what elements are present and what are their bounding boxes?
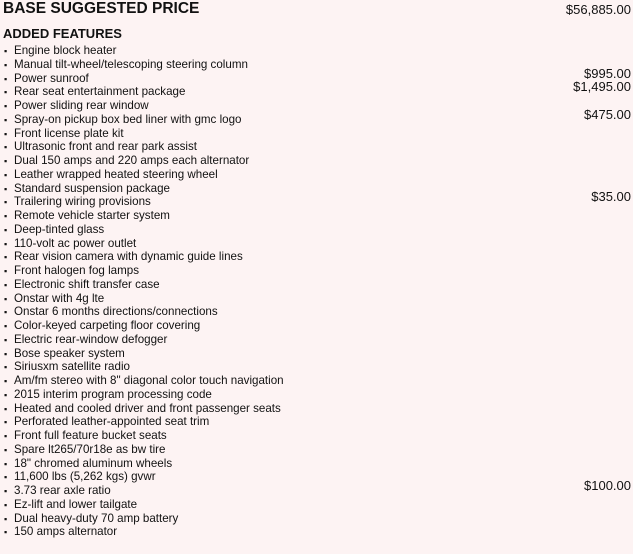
bullet-icon: ▪ bbox=[4, 431, 8, 441]
bullet-icon: ▪ bbox=[4, 472, 8, 483]
feature-label: Deep-tinted glass bbox=[14, 222, 105, 236]
feature-item bbox=[4, 374, 631, 388]
bullet-icon: ▪ bbox=[4, 403, 8, 414]
bullet-icon: ▪ bbox=[4, 444, 8, 455]
feature-item bbox=[4, 457, 631, 471]
feature-label: Electric rear-window defogger bbox=[14, 332, 168, 346]
feature-label: 2015 interim program processing code bbox=[14, 387, 212, 401]
feature-label: Power sliding rear window bbox=[14, 99, 149, 112]
feature-label: Front license plate kit bbox=[14, 126, 124, 140]
feature-label: Power sunroof bbox=[14, 71, 89, 85]
feature-label: Spray-on pickup box bed liner with gmc logo bbox=[14, 112, 242, 126]
feature-label: Onstar 6 months directions/connections bbox=[14, 305, 218, 319]
feature-label: Standard suspension package bbox=[14, 181, 170, 195]
bullet-icon: ▪ bbox=[4, 486, 8, 496]
bullet-icon: ▪ bbox=[4, 334, 8, 345]
feature-item bbox=[4, 360, 631, 374]
bullet-icon: ▪ bbox=[4, 114, 8, 125]
feature-item bbox=[4, 278, 631, 292]
feature-item bbox=[4, 209, 631, 223]
feature-item bbox=[4, 44, 631, 58]
base-price-value: $56,885.00 bbox=[565, 2, 631, 17]
feature-item bbox=[4, 333, 631, 347]
feature-item bbox=[4, 99, 631, 113]
feature-label: Front full feature bucket seats bbox=[14, 429, 167, 442]
bullet-icon: ▪ bbox=[4, 348, 8, 359]
feature-label: Siriusxm satellite radio bbox=[14, 360, 130, 374]
feature-item bbox=[4, 292, 631, 306]
bullet-icon: ▪ bbox=[4, 169, 8, 180]
bullet-icon: ▪ bbox=[4, 513, 8, 524]
feature-item bbox=[4, 478, 631, 498]
bullet-icon: ▪ bbox=[4, 224, 8, 235]
feature-item bbox=[4, 443, 631, 457]
feature-item bbox=[4, 182, 631, 196]
feature-price: $1,495.00 bbox=[573, 79, 631, 95]
feature-item bbox=[4, 429, 631, 443]
feature-label: Bose speaker system bbox=[14, 346, 125, 360]
feature-label: 150 amps alternator bbox=[14, 525, 118, 539]
bullet-icon: ▪ bbox=[4, 156, 8, 166]
feature-item bbox=[4, 154, 631, 168]
feature-item bbox=[4, 223, 631, 237]
bullet-icon: ▪ bbox=[4, 252, 8, 263]
feature-price: $475.00 bbox=[584, 106, 631, 122]
feature-label: Am/fm stereo with 8" diagonal color touch navigation bbox=[14, 374, 284, 387]
bullet-icon: ▪ bbox=[4, 458, 8, 469]
feature-label: Remote vehicle starter system bbox=[14, 209, 170, 222]
bullet-icon: ▪ bbox=[4, 417, 8, 428]
feature-label: 11,600 lbs (5,262 kgs) gvwr bbox=[14, 470, 156, 484]
bullet-icon: ▪ bbox=[4, 101, 8, 111]
feature-label: Color-keyed carpeting floor covering bbox=[14, 319, 201, 332]
feature-item bbox=[4, 65, 631, 86]
bullet-icon: ▪ bbox=[4, 183, 8, 194]
feature-label: Leather wrapped heated steering wheel bbox=[14, 167, 218, 181]
feature-label: Dual heavy-duty 70 amp battery bbox=[14, 511, 179, 525]
feature-item bbox=[4, 402, 631, 416]
bullet-icon: ▪ bbox=[4, 499, 8, 510]
feature-item bbox=[4, 347, 631, 361]
bullet-icon: ▪ bbox=[4, 211, 8, 221]
feature-item bbox=[4, 189, 631, 209]
feature-label: Rear seat entertainment package bbox=[14, 85, 186, 99]
feature-item bbox=[4, 58, 631, 72]
feature-label: Rear vision camera with dynamic guide lines bbox=[14, 250, 243, 264]
feature-label: Front halogen fog lamps bbox=[14, 264, 140, 277]
base-price-row bbox=[3, 0, 631, 20]
feature-item bbox=[4, 470, 631, 484]
bullet-icon: ▪ bbox=[4, 376, 8, 386]
features-list bbox=[4, 44, 631, 539]
feature-price: $995.00 bbox=[584, 65, 631, 81]
feature-item bbox=[4, 140, 631, 154]
feature-label: 3.73 rear axle ratio bbox=[14, 484, 111, 497]
feature-item bbox=[4, 168, 631, 182]
bullet-icon: ▪ bbox=[4, 197, 8, 208]
feature-label: Ultrasonic front and rear park assist bbox=[14, 140, 197, 154]
bullet-icon: ▪ bbox=[4, 389, 8, 400]
feature-label: Dual 150 amps and 220 amps each alternator bbox=[14, 154, 250, 167]
feature-item bbox=[4, 305, 631, 319]
feature-item bbox=[4, 106, 631, 127]
bullet-icon: ▪ bbox=[4, 266, 8, 276]
feature-item bbox=[4, 525, 631, 539]
feature-label: Engine block heater bbox=[14, 44, 117, 57]
bullet-icon: ▪ bbox=[4, 73, 8, 84]
feature-item bbox=[4, 415, 631, 429]
feature-label: Perforated leather-appointed seat trim bbox=[14, 415, 210, 429]
bullet-icon: ▪ bbox=[4, 87, 8, 98]
feature-label: 18" chromed aluminum wheels bbox=[14, 456, 173, 470]
bullet-icon: ▪ bbox=[4, 142, 8, 153]
feature-price: $35.00 bbox=[591, 189, 631, 205]
added-features-title: ADDED FEATURES bbox=[3, 26, 122, 41]
feature-label: Ez-lift and lower tailgate bbox=[14, 497, 138, 511]
bullet-icon: ▪ bbox=[4, 527, 8, 538]
bullet-icon: ▪ bbox=[4, 293, 8, 304]
feature-label: Spare lt265/70r18e as bw tire bbox=[14, 442, 166, 456]
feature-item bbox=[4, 498, 631, 512]
feature-item bbox=[4, 250, 631, 264]
bullet-icon: ▪ bbox=[4, 362, 8, 373]
bullet-icon: ▪ bbox=[4, 279, 8, 290]
bullet-icon: ▪ bbox=[4, 46, 8, 56]
feature-label: Onstar with 4g lte bbox=[14, 291, 105, 305]
feature-item bbox=[4, 127, 631, 141]
feature-label: Trailering wiring provisions bbox=[14, 195, 151, 209]
base-price-title: BASE SUGGESTED PRICE bbox=[3, 0, 200, 17]
feature-item bbox=[4, 512, 631, 526]
feature-item bbox=[4, 319, 631, 333]
bullet-icon: ▪ bbox=[4, 321, 8, 331]
feature-label: 110-volt ac power outlet bbox=[14, 236, 137, 250]
bullet-icon: ▪ bbox=[4, 238, 8, 249]
feature-label: Heated and cooled driver and front passenger seats bbox=[14, 401, 281, 415]
feature-item bbox=[4, 237, 631, 251]
bullet-icon: ▪ bbox=[4, 128, 8, 139]
feature-label: Manual tilt-wheel/telescoping steering column bbox=[14, 57, 248, 71]
feature-label: Electronic shift transfer case bbox=[14, 277, 160, 291]
feature-item bbox=[4, 264, 631, 278]
feature-item bbox=[4, 388, 631, 402]
bullet-icon: ▪ bbox=[4, 59, 8, 70]
feature-item bbox=[4, 79, 631, 99]
feature-price: $100.00 bbox=[584, 478, 631, 493]
bullet-icon: ▪ bbox=[4, 307, 8, 318]
